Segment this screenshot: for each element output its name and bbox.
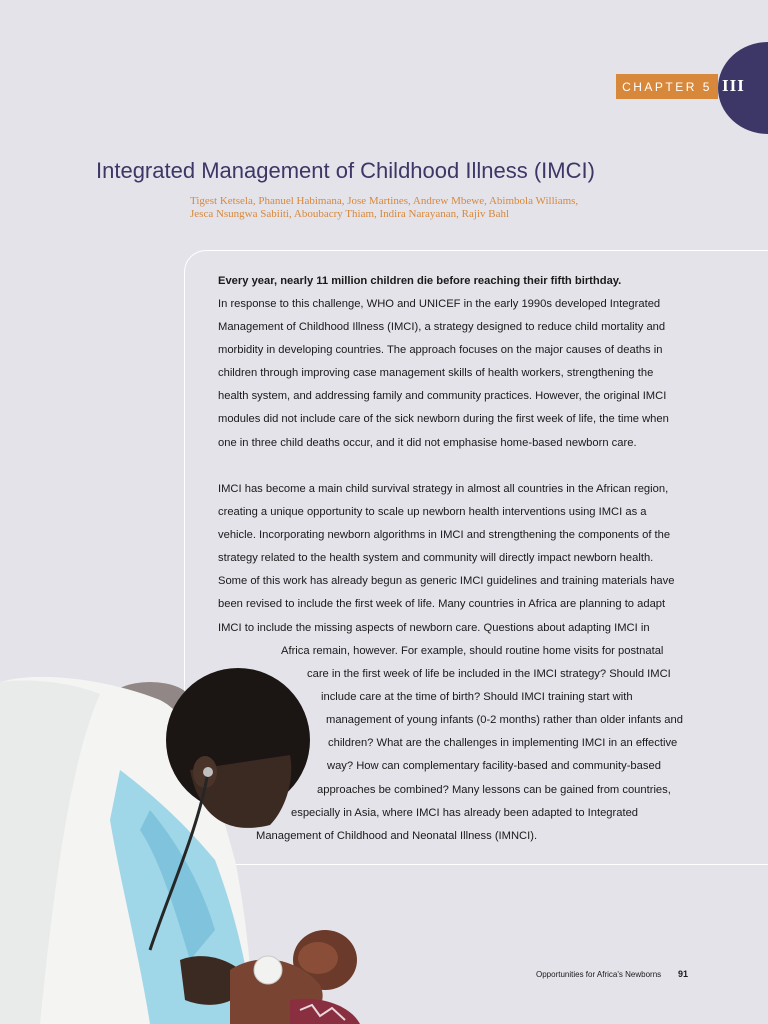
text-line: morbidity in developing countries. The approach focuses on the major causes of deaths in (218, 344, 663, 357)
page-title: Integrated Management of Childhood Illness (IMCI) (96, 158, 595, 183)
text-line: management of young infants (0-2 months) rather than older infants and (326, 714, 683, 727)
authors (190, 195, 630, 221)
text-line: approaches be combined? Many lessons can be gained from countries, (317, 783, 671, 796)
doctor-examining-baby-photo (0, 660, 380, 1024)
text-line: In response to this challenge, WHO and UNICEF in the early 1990s developed Integrated (218, 298, 661, 310)
text-line: Management of Childhood Illness (IMCI), a strategy designed to reduce child mortality and (218, 321, 666, 334)
text-line: IMCI has become a main child survival strategy in almost all countries in the African region, (218, 483, 669, 495)
footer-book-title: Opportunities for Africa's Newborns (536, 970, 662, 979)
text-line: health system, and addressing family and community practices. However, the original IMCI (218, 390, 667, 403)
text-line: strategy related to the health system and community will directly impact newborn health. (218, 552, 654, 565)
text-line: Some of this work has already begun as generic IMCI guidelines and training materials have (218, 575, 675, 588)
chapter-label: CHAPTER 5 (622, 79, 712, 94)
text-line: care in the first week of life be included in the IMCI strategy? Should IMCI (307, 668, 671, 681)
text-line: Management of Childhood and Neonatal Illness (IMNCI). (256, 829, 538, 842)
text-line: especially in Asia, where IMCI has already been adapted to Integrated (291, 806, 639, 819)
text-line: creating a unique opportunity to scale up newborn health interventions using IMCI as a (218, 506, 647, 519)
text-line: Africa remain, however. For example, should routine home visits for postnatal (281, 645, 664, 657)
chapter-numeral: III (722, 76, 745, 95)
authors-line: Jesca Nsungwa Sabiiti, Aboubacry Thiam, Indira Narayanan, Rajiv Bahl (190, 208, 510, 220)
text-line: been revised to include the first week of life. Many countries in Africa are planning to adapt (218, 598, 666, 611)
paragraph-2 (218, 478, 674, 640)
text-line: include care at the time of birth? Should IMCI training start with (321, 691, 633, 704)
text-line: children through improving case management skills of health workers, strengthening the (218, 367, 654, 380)
paragraph-1 (218, 293, 669, 455)
chapter-tag (616, 74, 718, 99)
page-number: 91 (678, 969, 689, 979)
text-line: children? What are the challenges in implementing IMCI in an effective (328, 737, 678, 750)
text-line: way? How can complementary facility-based and community-based (327, 760, 661, 773)
lead-sentence: Every year, nearly 11 million children die before reaching their fifth birthday. (218, 275, 622, 287)
text-line: IMCI to include the missing aspects of newborn care. Questions about adapting IMCI in (218, 621, 650, 634)
text-line: modules did not include care of the sick newborn during the first week of life, the time when (218, 413, 669, 426)
text-line: one in three child deaths occur, and it did not emphasise home-based newborn care. (218, 436, 637, 449)
text-line: vehicle. Incorporating newborn algorithms in IMCI and strengthening the components of the (218, 529, 671, 542)
authors-line: Tigest Ketsela, Phanuel Habimana, Jose Martines, Andrew Mbewe, Abimbola Williams, (190, 195, 579, 207)
